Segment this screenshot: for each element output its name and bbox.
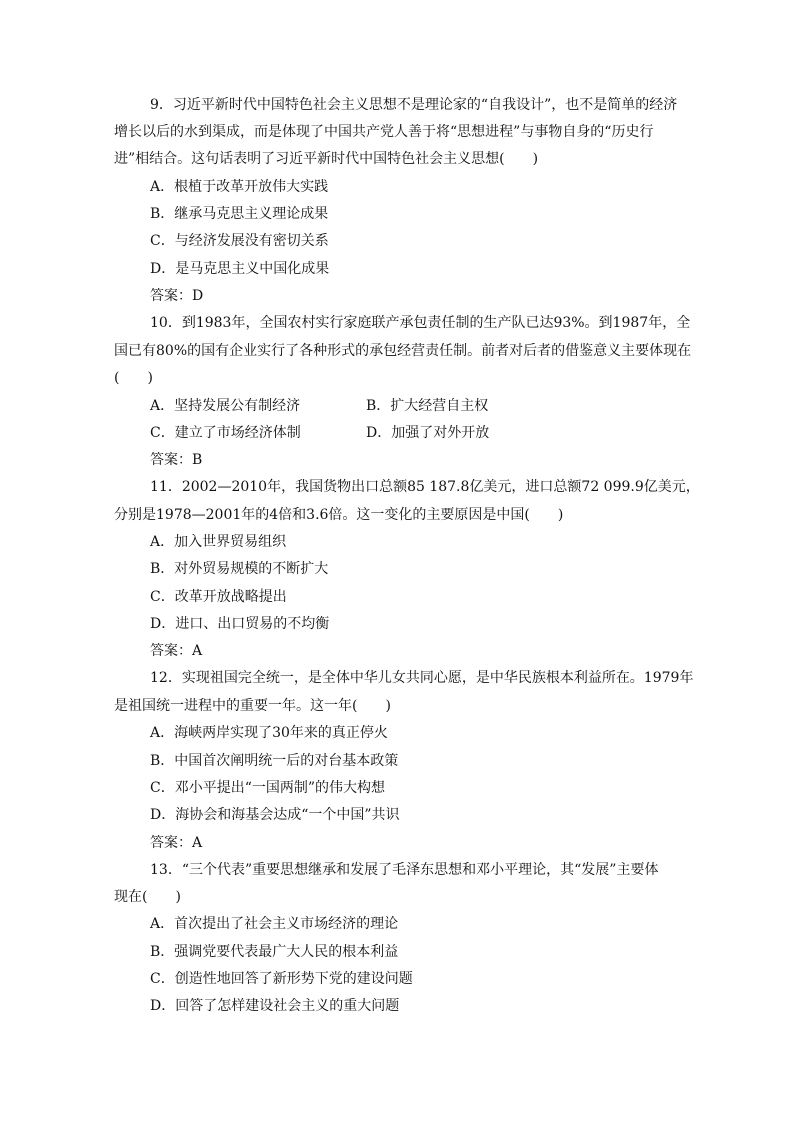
question-13-option-a: A．首次提出了社会主义市场经济的理论 xyxy=(150,916,399,932)
question-10-answer: 答案：B xyxy=(150,452,203,468)
question-9-option-c: C．与经济发展没有密切关系 xyxy=(150,233,329,249)
question-9-line-1: 9．习近平新时代中国特色社会主义思想不是理论家的“自我设计”，也不是简单的经济 xyxy=(150,97,678,113)
question-9-answer: 答案：D xyxy=(150,288,204,304)
question-10-line-1: 10．到1983年，全国农村实行家庭联产承包责任制的生产队已达93%。到1987年，全 xyxy=(150,315,691,331)
question-12-answer: 答案：A xyxy=(150,835,203,851)
question-13-line-1: 13．“三个代表”重要思想继承和发展了毛泽东思想和邓小平理论，其“发展”主要体 xyxy=(150,862,659,878)
question-13-option-c: C．创造性地回答了新形势下党的建设问题 xyxy=(150,971,413,987)
question-10-line-3: ( ) xyxy=(114,370,153,386)
question-9-option-a: A．根植于改革开放伟大实践 xyxy=(150,179,329,195)
question-10-option-b: B．扩大经营自主权 xyxy=(366,398,489,414)
question-10-option-d: D．加强了对外开放 xyxy=(366,425,490,441)
question-9-line-3: 进”相结合。这句话表明了习近平新时代中国特色社会主义思想( ) xyxy=(114,151,539,167)
question-13-line-2: 现在( ) xyxy=(114,889,181,905)
question-10-option-a: A．坚持发展公有制经济 xyxy=(150,398,301,414)
question-11-answer: 答案：A xyxy=(150,643,203,659)
question-10-option-c: C．建立了市场经济体制 xyxy=(150,425,301,441)
question-13-option-b: B．强调党要代表最广大人民的根本利益 xyxy=(150,944,399,960)
question-11-option-a: A．加入世界贸易组织 xyxy=(150,534,287,550)
question-9-option-b: B．继承马克思主义理论成果 xyxy=(150,206,329,222)
question-12-option-b: B．中国首次阐明统一后的对台基本政策 xyxy=(150,753,399,769)
question-11-option-d: D．进口、出口贸易的不均衡 xyxy=(150,616,330,632)
question-13-option-d: D．回答了怎样建设社会主义的重大问题 xyxy=(150,998,400,1014)
question-12-option-c: C．邓小平提出“一国两制”的伟大构想 xyxy=(150,780,386,796)
question-12-line-2: 是祖国统一进程中的重要一年。这一年( ) xyxy=(114,698,391,714)
question-9-line-2: 增长以后的水到渠成，而是体现了中国共产党人善于将“思想进程”与事物自身的“历史行 xyxy=(114,124,654,140)
question-11-option-b: B．对外贸易规模的不断扩大 xyxy=(150,561,329,577)
question-9-option-d: D．是马克思主义中国化成果 xyxy=(150,261,330,277)
question-11-line-2: 分别是1978—2001年的4倍和3.6倍。这一变化的主要原因是中国( ) xyxy=(114,507,564,523)
question-11-option-c: C．改革开放战略提出 xyxy=(150,589,287,605)
question-12-option-a: A．海峡两岸实现了30年来的真正停火 xyxy=(150,725,388,741)
question-10-line-2: 国已有80%的国有企业实行了各种形式的承包经营责任制。前者对后者的借鉴意义主要体现在 xyxy=(114,343,692,359)
question-12-line-1: 12．实现祖国完全统一，是全体中华儿女共同心愿，是中华民族根本利益所在。1979年 xyxy=(150,670,694,686)
question-11-line-1: 11．2002—2010年，我国货物出口总额85 187.8亿美元，进口总额72 099.9亿美元， xyxy=(150,479,700,495)
question-12-option-d: D．海协会和海基会达成“一个中国”共识 xyxy=(150,807,400,823)
